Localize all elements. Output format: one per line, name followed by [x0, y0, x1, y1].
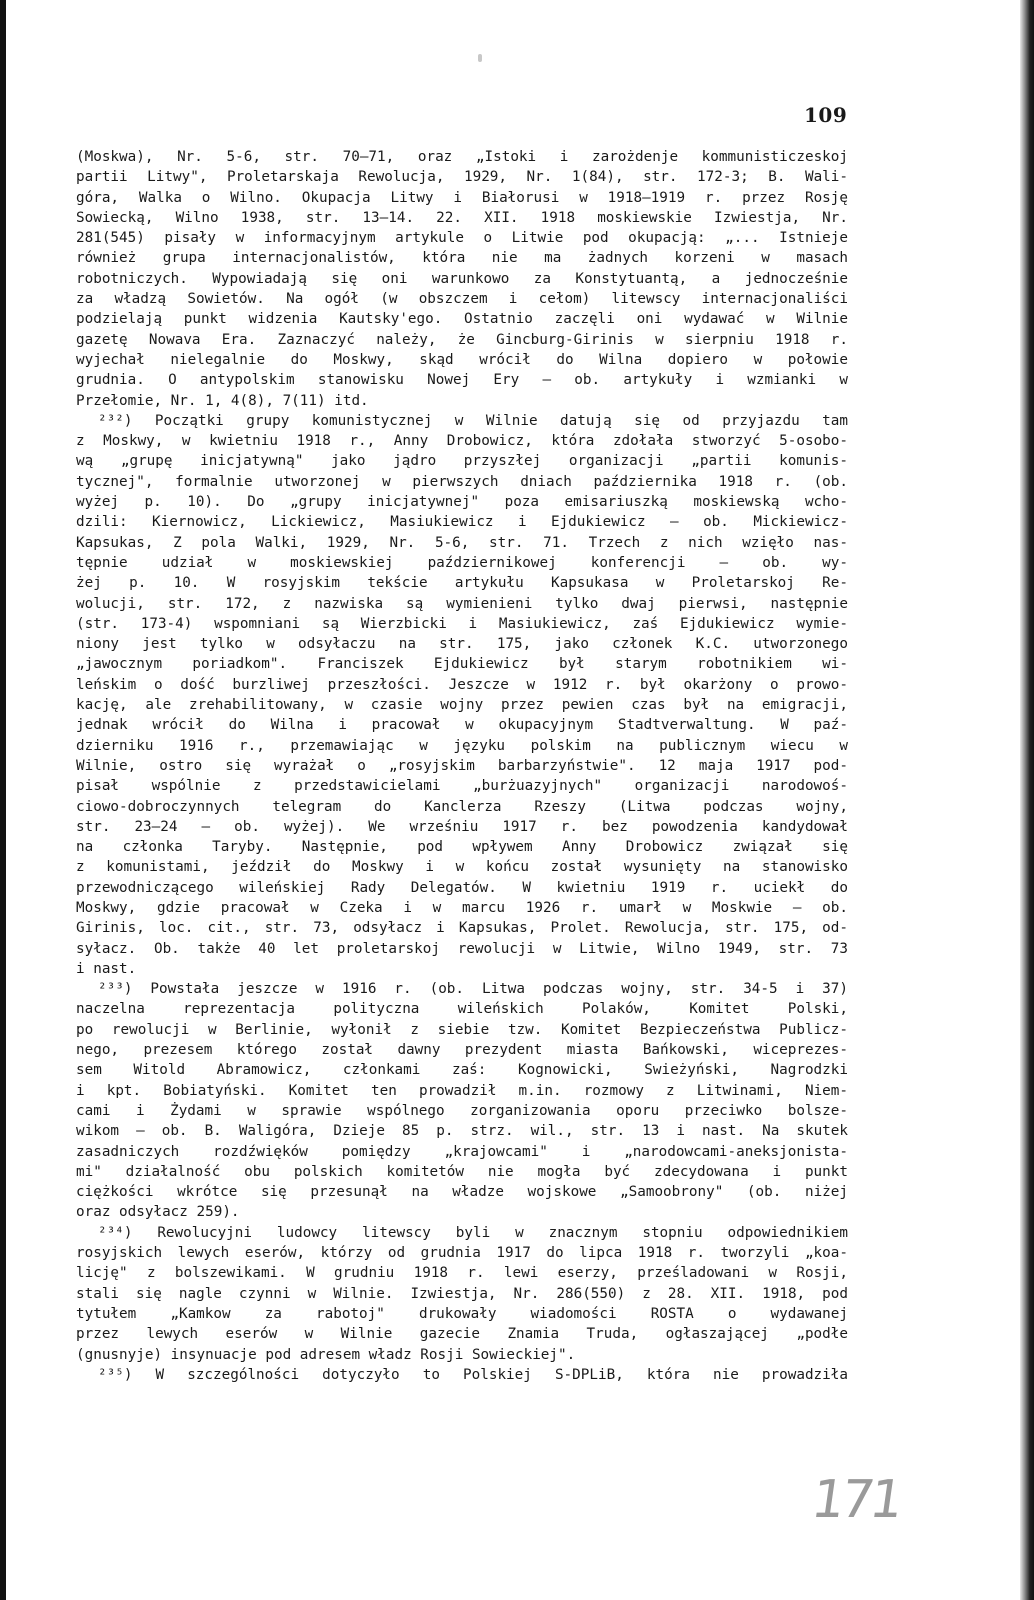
text-line: góra, Walka o Wilno. Okupacja Litwy i Białorusi w 1918—1919 r. przez Rosję	[76, 189, 848, 206]
text-line: robotniczych. Wypowiadają się oni warunkowo za Konstytuantą, a jednocześnie	[76, 270, 848, 287]
page-number: 109	[804, 103, 848, 127]
text-line: str. 23—24 — ob. wyżej). We wrześniu 1917 r. bez powodzenia kandydował	[76, 818, 848, 835]
text-line: wą „grupę inicjatywną" jako jądro przyszłej organizacji „partii komunis-	[76, 453, 848, 470]
text-line: naczelna reprezentacja polityczna wileńskich Polaków, Komitet Polski,	[76, 1001, 848, 1018]
text-line: dzierniku 1916 r., przemawiając w języku polskim na publicznym wiecu w	[76, 737, 848, 754]
text-line: po rewolucji w Berlinie, wyłonił z siebie tzw. Komitet Bezpieczeństwa Publicz-	[76, 1021, 848, 1038]
text-line: kację, ale zrehabilitowany, w czasie wojny przez pewien czas był na emigracji,	[76, 697, 848, 714]
text-line: na członka Taryby. Następnie, pod wpływem Anny Drobowicz związał się	[76, 839, 848, 856]
text-line: licję" z bolszewikami. W grudniu 1918 r. lewi eserzy, prześladowani w Rosji,	[76, 1265, 848, 1282]
text-line: przez lewych eserów w Wilnie gazecie Znamia Truda, ogłaszającej „podłe	[76, 1326, 848, 1343]
text-line: zasadniczych rozdźwięków pomiędzy „krajowcami" i „narodowcami-aneksjonista-	[76, 1143, 848, 1160]
text-line: (Moskwa), Nr. 5-6, str. 70—71, oraz „Istoki i zarożdenje kommunisticzeskoj	[76, 149, 848, 165]
text-line: wyjechał nielegalnie do Moskwy, skąd wrócił do Wilna dopiero w połowie	[76, 351, 848, 368]
text-line: ciowo-dobroczynnych telegram do Kanclerza Rzeszy (Litwa podczas wojny,	[76, 798, 848, 815]
text-line: Sowiecką, Wilno 1938, str. 13—14. 22. XII. 1918 moskiewskie Izwiestja, Nr.	[76, 209, 848, 226]
text-line: mi" działalność obu polskich komitetów nie mogła być zdecydowana i punkt	[76, 1163, 848, 1180]
text-line: tytułem „Kamkow za rabotoj" drukowały wiadomości ROSTA o wydawanej	[76, 1305, 848, 1322]
text-line: grudnia. O antypolskim stanowisku Nowej Ery — ob. artykuły i wzmianki w	[76, 372, 848, 389]
text-line: Wilnie, ostro się wyrażał o „rosyjskim barbarzyństwie". 12 maja 1917 pod-	[76, 757, 848, 774]
text-line: (gnusnyje) insynuacje pod adresem władz Rosji Sowieckiej".	[76, 1346, 576, 1363]
text-line: stali się nagle czynni w Wilnie. Izwiestja, Nr. 286(550) z 28. XII. 1918, pod	[76, 1285, 848, 1302]
text-line: tycznej", formalnie utworzonej w pierwszych dniach października 1918 r. (ob.	[76, 473, 848, 490]
text-line: (str. 173-4) wspomniani są Wierzbicki i Masiukiewicz, zaś Ejdukiewicz wymie-	[76, 615, 848, 632]
text-line: jednak wrócił do Wilna i pracował w okupacyjnym Stadtverwaltung. W paź-	[76, 717, 848, 734]
text-line: ciężkości wkrótce się przesunął na władze wojskowe „Samoobrony" (ob. niżej	[76, 1184, 848, 1201]
text-line: oraz odsyłacz 259).	[76, 1204, 240, 1221]
text-line: ²³⁵) W szczególności dotyczyło to Polskiej S-DPLiB, która nie prowadziła	[98, 1366, 848, 1383]
text-line: Przełomie, Nr. 1, 4(8), 7(11) itd.	[76, 392, 369, 409]
text-line: żej p. 10. W rosyjskim tekście artykułu Kapsukasa w Proletarskoj Re-	[76, 575, 848, 592]
text-line: i nast.	[76, 960, 137, 977]
text-line: z Moskwy, w kwietniu 1918 r., Anny Drobowicz, która zdołała stworzyć 5-osobo-	[76, 433, 848, 450]
text-line: leńskim o dość burzliwej przeszłości. Jeszcze w 1912 r. był okarżony o prowo-	[76, 676, 848, 693]
text-line: Moskwy, gdzie pracował w Czeka i w marcu 1926 r. umarł w Moskwie — ob.	[76, 899, 848, 916]
text-line: ²³³) Powstała jeszcze w 1916 r. (ob. Litwa podczas wojny, str. 34-5 i 37)	[98, 981, 848, 998]
text-line: z komunistami, jeździł do Moskwy i w końcu został wysunięty na stanowisko	[76, 859, 848, 876]
text-line: wikom — ob. B. Waligóra, Dzieje 85 p. strz. wil., str. 13 i nast. Na skutek	[76, 1123, 848, 1140]
text-line: gazetę Nowava Era. Zaznaczyć należy, że Gincburg-Girinis w sierpniu 1918 r.	[76, 331, 848, 348]
text-line: syłacz. Ob. także 40 let proletarskoj rewolucji w Litwie, Wilno 1949, str. 73	[76, 940, 848, 957]
text-line: cami i Żydami w sprawie wspólnego zorganizowania oporu przeciwko bolsze-	[76, 1102, 848, 1119]
text-line: przewodniczącego wileńskiej Rady Delegatów. W kwietniu 1919 r. uciekł do	[76, 879, 848, 896]
text-line: tępnie udział w moskiewskiej październikowej konferencji — ob. wy-	[76, 554, 848, 571]
scan-border-left	[0, 0, 6, 1600]
footnotes-text-block	[76, 147, 848, 1385]
text-line: sem Witold Abramowicz, członkami zaś: Kognowicki, Swieżyński, Nagrodzki	[76, 1062, 848, 1079]
text-line: „jawocznym poriadkom". Franciszek Ejdukiewicz był starym robotnikiem wi-	[76, 656, 848, 673]
text-line: ²³²) Początki grupy komunistycznej w Wilnie datują się od przyjazdu tam	[98, 412, 848, 429]
text-line: wyżej p. 10). Do „grupy inicjatywnej" poza emisariuszką moskiewską wcho-	[76, 494, 848, 511]
text-line: Girinis, loc. cit., str. 73, odsyłacz i Kapsukas, Prolet. Rewolucja, str. 175, od-	[76, 920, 848, 937]
text-line: rosyjskich lewych eserów, którzy od grudnia 1917 do lipca 1918 r. tworzyli „koa-	[76, 1245, 848, 1262]
scan-border-right	[1020, 0, 1034, 1600]
text-line: pisał wspólnie z przedstawicielami „burżuazyjnych" organizacji narodowoś-	[76, 778, 848, 795]
handwritten-page-note: 171	[807, 1470, 904, 1530]
text-line: podzielają punkt widzenia Kautsky'ego. Ostatnio zaczęli oni wydawać w Wilnie	[76, 311, 848, 328]
text-line: nego, prezesem którego został dawny prezydent miasta Bańkowski, wiceprezes-	[76, 1042, 848, 1059]
text-line: również grupa internacjonalistów, która nie ma żadnych korzeni w masach	[76, 250, 848, 267]
text-line: niony jest tylko w odsyłaczu na str. 175, jako członek K.C. utworzonego	[76, 636, 848, 653]
text-line: partii Litwy", Proletarskaja Rewolucja, 1929, Nr. 1(84), str. 172-3; B. Wali-	[76, 169, 848, 186]
text-line: za władzą Sowietów. Na ogół (w obszczem i cełom) litewscy internacjonaliści	[76, 291, 848, 308]
text-line: wolucji, str. 172, z nazwiska są wymienieni tylko dwaj pierwsi, następnie	[76, 595, 848, 612]
text-line: Kapsukas, Z pola Walki, 1929, Nr. 5-6, str. 71. Trzech z nich wzięło nas-	[76, 534, 848, 551]
text-line: dzili: Kiernowicz, Lickiewicz, Masiukiewicz i Ejdukiewicz — ob. Mickiewicz-	[76, 514, 848, 531]
text-line: ²³⁴) Rewolucyjni ludowcy litewscy byli w znacznym stopniu odpowiednikiem	[98, 1224, 848, 1241]
scan-speck	[478, 54, 482, 62]
text-line: i kpt. Bobiatyński. Komitet ten prowadził m.in. rozmowy z Litwinami, Niem-	[76, 1082, 848, 1099]
text-line: 281(545) pisały w informacyjnym artykule o Litwie pod okupacją: „... Istnieje	[76, 230, 848, 247]
